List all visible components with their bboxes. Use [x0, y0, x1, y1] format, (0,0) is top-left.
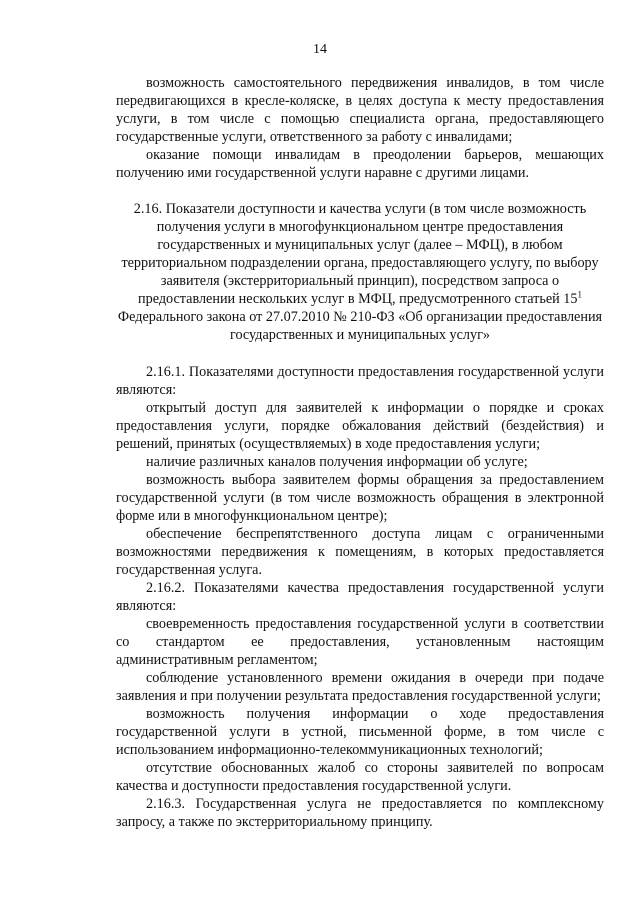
paragraph-open-access: открытый доступ для заявителей к информации о порядке и сроках предоставления услуги, порядке обжалования действий (бездействия) и решений, принятых (осуществляемых) в ходе предоставления услуги; [116, 400, 604, 452]
paragraph-progress-info: возможность получения информации о ходе предоставления государственной услуги в устной, письменной форме, в том числе с использованием информационно-телекоммуникационных технологий; [116, 706, 604, 758]
paragraph-2-16-1: 2.16.1. Показателями доступности предоставления государственной услуги являются: [116, 364, 604, 398]
paragraph-accessibility-movement: возможность самостоятельного передвижения инвалидов, в том числе передвигающихся в кресле-коляске, в целях доступа к месту предоставления услуги, в том числе с помощью специалиста органа, предоставляющего государственные услуги, ответственного за работу с инвалидами; [116, 75, 604, 145]
paragraph-2-16-2: 2.16.2. Показателями качества предоставления государственной услуги являются: [116, 580, 604, 614]
section-heading-2-16 [116, 200, 604, 344]
paragraph-waiting-time: соблюдение установленного времени ожидания в очереди при подаче заявления и при получении результата предоставления государственной услуги; [116, 670, 604, 704]
page-number: 14 [313, 42, 327, 57]
paragraph-2-16-3: 2.16.3. Государственная услуга не предоставляется по комплексному запросу, а также по экстерриториальному принципу. [116, 796, 604, 830]
paragraph-channels: наличие различных каналов получения информации об услуге; [146, 454, 528, 470]
paragraph-assistance: оказание помощи инвалидам в преодолении барьеров, мешающих получению ими государственной услуги наравне с другими лицами. [116, 147, 604, 181]
document-body [116, 74, 604, 831]
paragraph-no-complaints: отсутствие обоснованных жалоб со стороны заявителей по вопросам качества и доступности предоставления государственной услуги. [116, 760, 604, 794]
paragraph-timeliness: своевременность предоставления государственной услуги в соответствии со стандартом ее предоставления, установленным настоящим административным регламентом; [116, 616, 604, 668]
section-heading-text-after: Федерального закона от 27.07.2010 № 210-ФЗ «Об организации предоставления государственных и муниципальных услуг» [117, 309, 603, 343]
footnote-superscript: 1 [577, 289, 582, 300]
paragraph-form-choice: возможность выбора заявителем формы обращения за предоставлением государственной услуги (в том числе возможность обращения в электронной форме или в многофункциональном центре); [116, 472, 604, 524]
paragraph-unobstructed-access: обеспечение беспрепятственного доступа лицам с ограниченными возможностями передвижения к помещениям, в которых предоставляется государственная услуга. [116, 526, 604, 578]
section-heading-text-before: 2.16. Показатели доступности и качества услуги (в том числе возможность получения услуги в многофункциональном центре предоставления государственных и муниципальных услуг (далее – МФЦ), в любом территориальном подразделении органа, предоставляющего услугу, по выбору заявителя (экстерриториальный принцип), посредством запроса о предоставлении нескольких услуг в МФЦ, предусмотренного статьей 15 [121, 201, 599, 307]
